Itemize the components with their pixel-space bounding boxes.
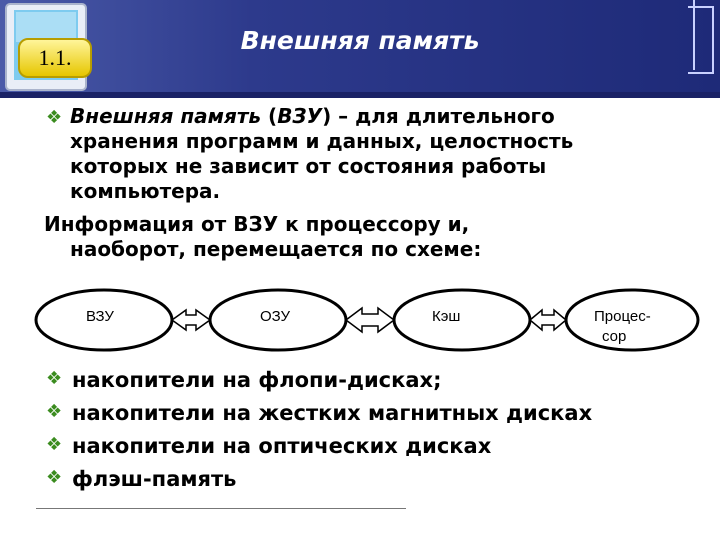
info-line-1: Информация от ВЗУ к процессору и, [44,212,470,236]
definition-line-4: компьютера. [70,179,221,203]
decorative-frame [688,6,714,74]
arrow-cache-cpu [530,310,566,330]
definition-paren-open: ( [261,104,278,128]
node-label-cpu-1: Процес- [594,308,651,325]
definition-line-1: – для длительного [331,104,555,128]
slide-title: Внешняя память [240,26,480,55]
node-label-vzu: ВЗУ [86,308,114,325]
diamond-bullet-icon: ❖ [46,401,63,422]
definition-abbr: ВЗУ [277,104,323,128]
arrow-vzu-ozu [172,310,210,330]
footer-rule [36,508,406,509]
slide-number: 1.1. [38,45,72,70]
node-label-cache: Кэш [432,308,461,325]
diamond-bullet-icon: ❖ [46,368,63,389]
definition-paren-close: ) [322,104,332,128]
storage-types-list [46,368,706,500]
list-item-text: флэш-память [72,467,237,491]
node-label-cpu-2: сор [602,328,627,345]
diamond-bullet-icon: ❖ [46,107,63,128]
list-item [46,434,706,467]
list-item [46,401,706,434]
definition-paragraph [44,104,704,204]
definition-line-2: хранения программ и данных, целостность [70,129,574,153]
data-flow-diagram [30,282,720,362]
list-item [46,368,706,401]
arrow-ozu-cache [346,308,394,332]
slide-number-badge [18,38,92,78]
list-item-text: накопители на жестких магнитных дисках [72,401,593,425]
definition-term: Внешняя память [70,104,262,128]
list-item-text: накопители на оптических дисках [72,434,492,458]
info-paragraph [44,212,704,262]
list-item-text: накопители на флопи-дисках; [72,368,442,392]
list-item [46,467,706,500]
diamond-bullet-icon: ❖ [46,434,63,455]
header-border [0,92,720,98]
info-line-2: наоборот, перемещается по схеме: [70,237,482,261]
node-cache [394,290,530,350]
diamond-bullet-icon: ❖ [46,467,63,488]
definition-line-3: которых не зависит от состояния работы [70,154,547,178]
node-label-ozu: ОЗУ [260,308,291,325]
